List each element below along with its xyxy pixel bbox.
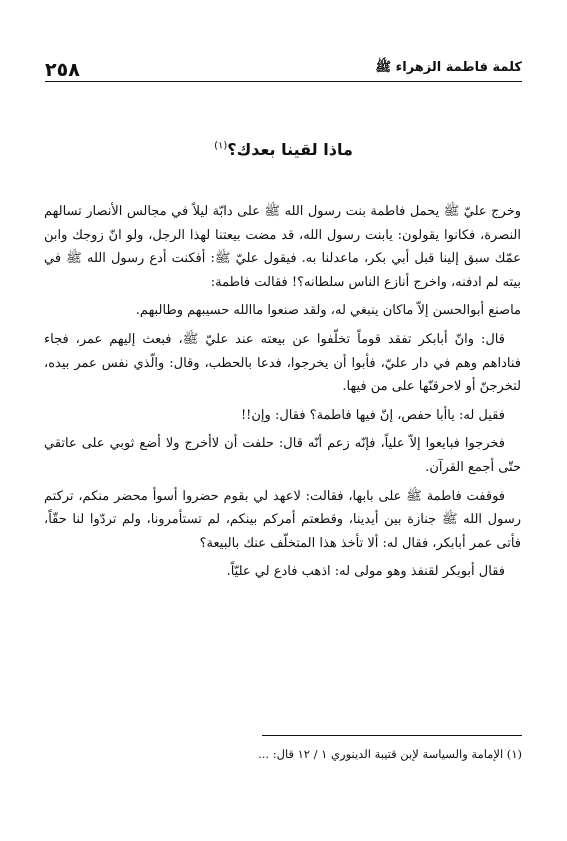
- footnote-divider: [262, 735, 522, 736]
- paragraph: فقيل له: ياأبا حفص، إنّ فيها فاطمة؟ فقال: وإن!!: [240, 407, 505, 423]
- paragraph: فقال أبوبكر لقنفذ وهو مولى له: اذهب فادع لي عليّاً.: [226, 564, 505, 580]
- paragraph: وخرج عليّ ﷺ يحمل فاطمة بنت رسول الله ﷺ على دابّة ليلاً في مجالس الأنصار تسالهم النصرة، فكانوا يقولون: يابنت رسول الله، قد مضت بيعتنا لهذا الرجل، ولو انّ زوجك وابن عمّك سبق إلينا قبل أبي بكر، ماعدلنا به. فيقول عليّ ﷺ: أفكنت أدع رسول الله ﷺ في بيته لم ادفنه، واخرج أنازع الناس سلطانه؟! فقالت فاطمة:: [44, 204, 521, 290]
- chapter-title-text: ماذا لقينا بعدك؟: [227, 140, 353, 159]
- paragraph: قال: وانّ أبابكر تفقد قوماً تخلّفوا عن بيعته عند عليّ ﷺ، فبعث إليهم عمر، فجاء فناداهم وهم في دار عليّ، فأبوا أن يخرجوا، فدعا بالحطب، وقال: والّذي نفس عمر بيده، لتخرجنّ أو لاحرقنّها على من فيها.: [44, 331, 521, 395]
- footnote: (١) الإمامة والسياسة لإبن قتيبة الدينوري ١ / ١٢ قال: ...: [258, 747, 522, 761]
- paragraph: فخرجوا فبايعوا إلاّ علياً، فإنّه زعم أنّه قال: حلفت أن لاأخرج ولا أضع ثوبي على عاتقي حتّى أجمع القرآن.: [44, 436, 521, 475]
- body-text: [44, 200, 521, 589]
- paragraph: فوقفت فاطمة ﷺ على بابها، فقالت: لاعهد لي بقوم حضروا أسوأ محضر منكم، تركتم رسول الله ﷺ جنازة بين أيدينا، وقطعتم أمركم بينكم، لم تستأمرونا، ولم تردّوا لنا حقّاً، فأتى عمر أبابكر، فقال له: ألا تأخذ هذا المتخلّف عنك بالبيعة؟: [44, 488, 521, 551]
- chapter-title: [45, 140, 522, 159]
- footnote-reference: (١): [214, 140, 228, 152]
- page-number: ٢٥٨: [45, 59, 80, 81]
- page-header: [45, 55, 522, 82]
- paragraph: ماصنع أبوالحسن إلاّ ماكان ينبغي له، ولقد صنعوا ماالله حسيبهم وطالبهم.: [135, 303, 521, 319]
- running-title: كلمة فاطمة الزهراء ﷺ: [375, 60, 522, 75]
